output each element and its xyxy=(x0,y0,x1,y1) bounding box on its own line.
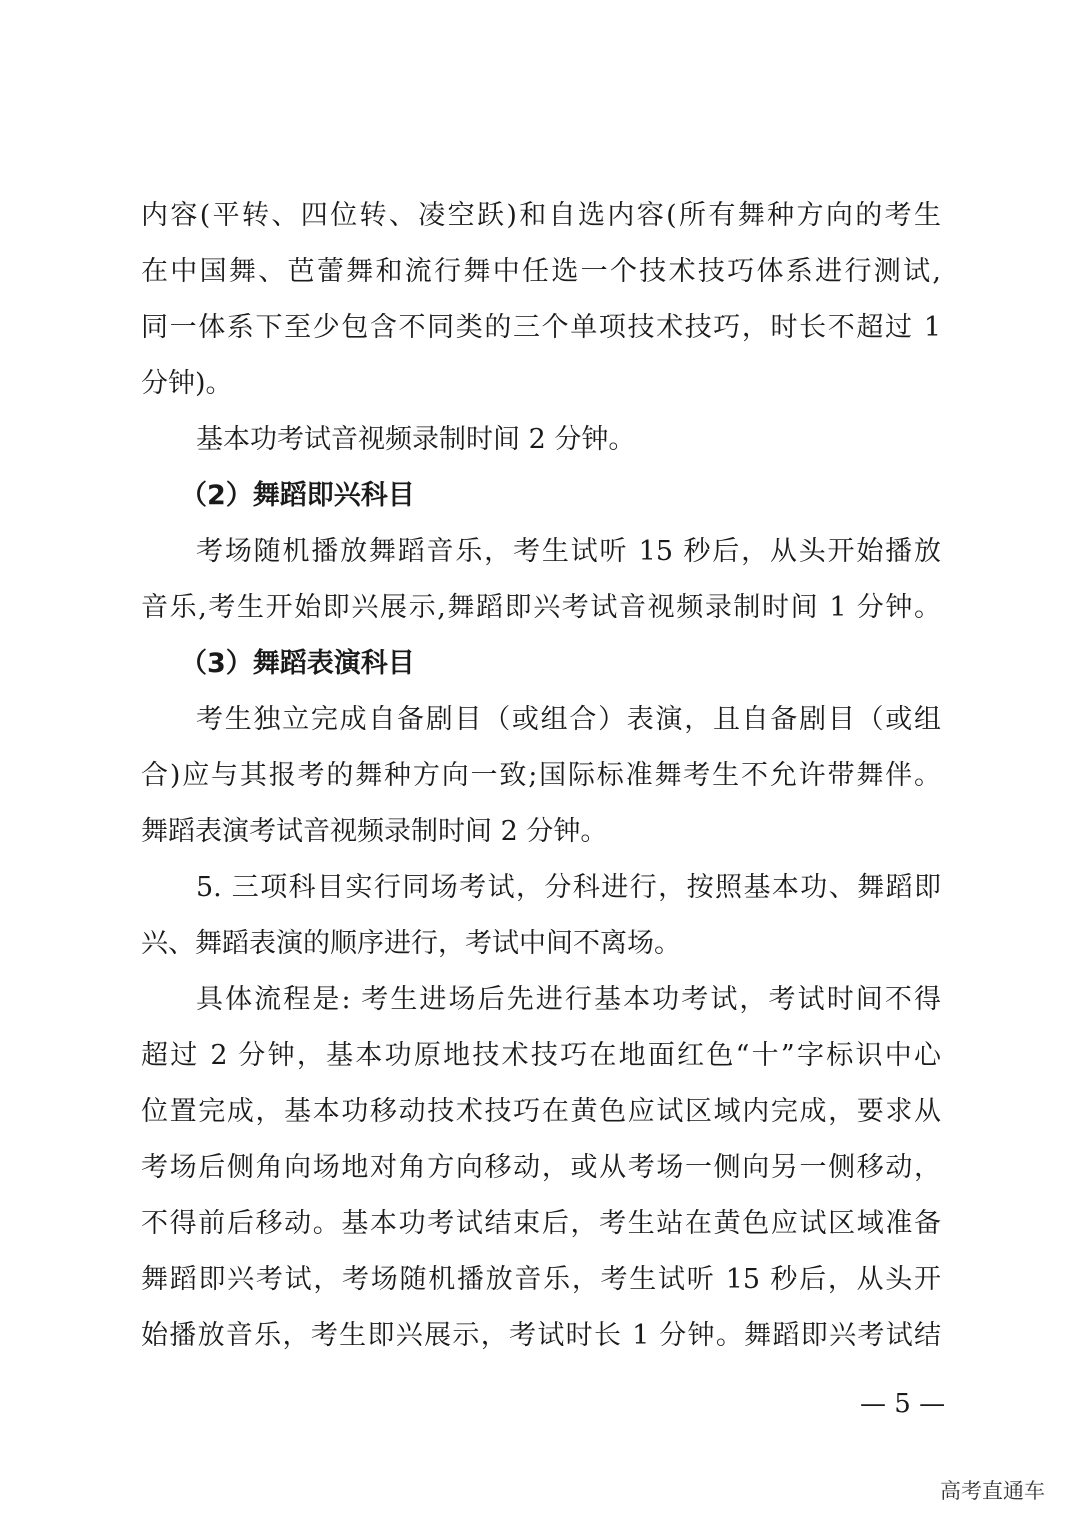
text-line: 分钟)。 xyxy=(141,368,233,399)
text-line: 内容(平转、四位转、凌空跃)和自选内容(所有舞种方向的考生 xyxy=(141,200,941,231)
text-line: 不得前后移动。基本功考试结束后，考生站在黄色应试区域准备 xyxy=(141,1208,941,1239)
text-line: 兴、舞蹈表演的顺序进行，考试中间不离场。 xyxy=(141,928,681,959)
text-line: 考生独立完成自备剧目（或组合）表演，且自备剧目（或组 xyxy=(196,704,941,735)
text-line: 具体流程是: 考生进场后先进行基本功考试，考试时间不得 xyxy=(196,984,941,1015)
text-line: 位置完成，基本功移动技术技巧在黄色应试区域内完成，要求从 xyxy=(141,1096,941,1127)
text-line: 同一体系下至少包含不同类的三个单项技术技巧，时长不超过 1 xyxy=(141,312,941,343)
text-line: 考场后侧角向场地对角方向移动，或从考场一侧向另一侧移动， xyxy=(141,1152,941,1183)
text-line: 合)应与其报考的舞种方向一致;国际标准舞考生不允许带舞伴。 xyxy=(141,760,941,791)
text-line: 超过 2 分钟，基本功原地技术技巧在地面红色“十”字标识中心 xyxy=(141,1040,941,1071)
section-heading: （2）舞蹈即兴科目 xyxy=(180,480,415,511)
watermark-text: 高考直通车 xyxy=(940,1479,1045,1503)
text-line: 在中国舞、芭蕾舞和流行舞中任选一个技术技巧体系进行测试, xyxy=(141,256,941,287)
text-line: 舞蹈即兴考试，考场随机播放音乐，考生试听 15 秒后，从头开 xyxy=(141,1264,941,1295)
text-line: 5. 三项科目实行同场考试，分科进行，按照基本功、舞蹈即 xyxy=(196,872,941,903)
page-number: — 5 — xyxy=(860,1389,946,1419)
text-line: 音乐,考生开始即兴展示,舞蹈即兴考试音视频录制时间 1 分钟。 xyxy=(141,592,941,623)
text-line: 舞蹈表演考试音视频录制时间 2 分钟。 xyxy=(141,816,608,847)
text-line: 始播放音乐，考生即兴展示，考试时长 1 分钟。舞蹈即兴考试结 xyxy=(141,1320,941,1351)
section-heading: （3）舞蹈表演科目 xyxy=(180,648,415,679)
text-line: 基本功考试音视频录制时间 2 分钟。 xyxy=(196,424,636,455)
text-line: 考场随机播放舞蹈音乐，考生试听 15 秒后，从头开始播放 xyxy=(196,536,941,567)
